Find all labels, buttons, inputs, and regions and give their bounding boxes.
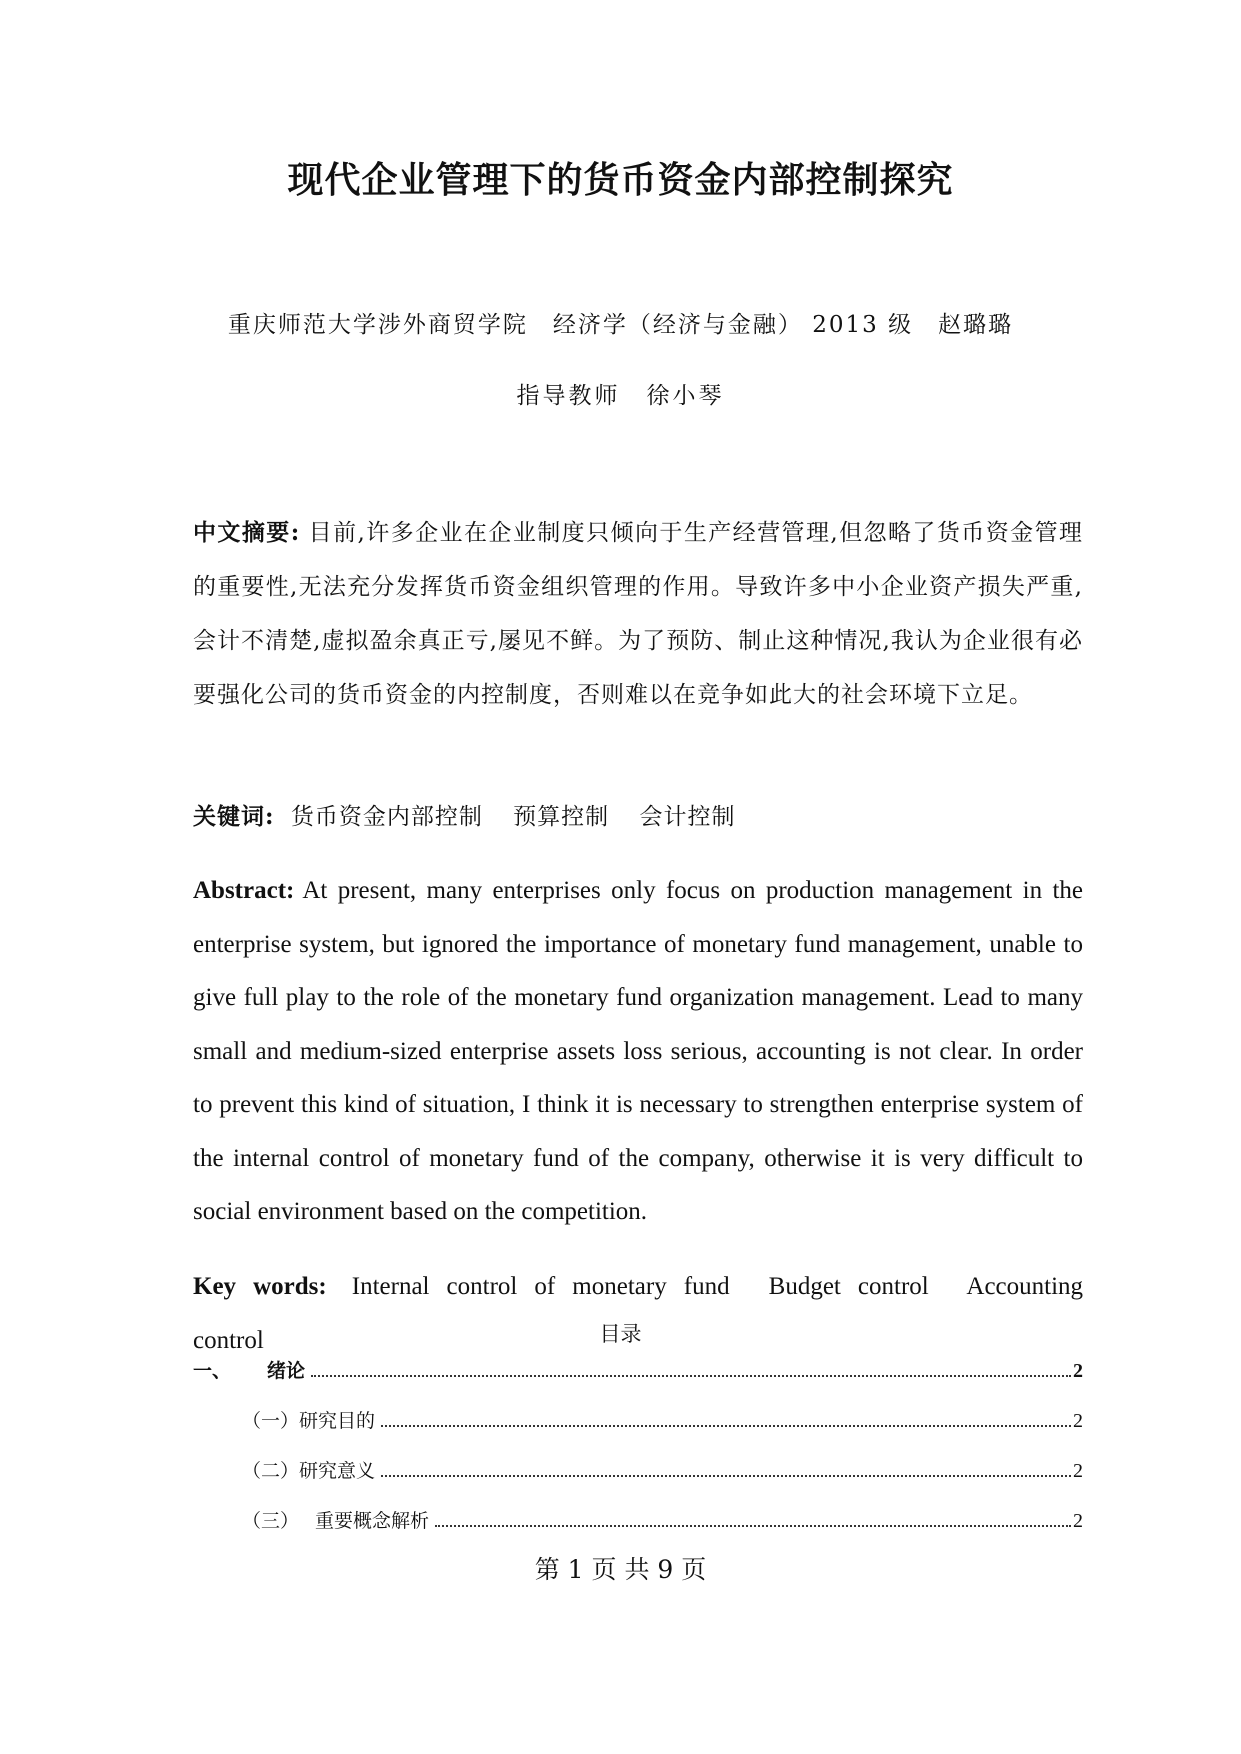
document-title: 现代企业管理下的货币资金内部控制探究 [287, 160, 954, 201]
toc-leader-dots [381, 1474, 1071, 1477]
toc-entry-page: 2 [1073, 1510, 1083, 1532]
toc-entry-label: 绪论 [267, 1360, 306, 1382]
toc-leader-dots [311, 1374, 1071, 1377]
toc-entry-page: 2 [1073, 1460, 1083, 1482]
chinese-abstract-text: 目前,许多企业在企业制度只倾向于生产经营管理,但忽略了货币资金管理的重要性,无法充分发挥货币资金组织管理的作用。导致许多中小企业资产损失严重,会计不清楚,虚拟盈余真正亏,屡见不鲜。为了预防、制止这种情况,我认为企业很有必要强化公司的货币资金的内控制度，否则难以在竞争如此大的社会环境下立足。 [193, 520, 1083, 708]
english-keywords-label: Key words: [193, 1273, 327, 1300]
chinese-keyword: 货币资金内部控制 [290, 804, 483, 830]
toc-leader-dots [381, 1424, 1071, 1427]
toc-entry-number: 一、 [193, 1360, 232, 1382]
chinese-abstract-label: 中文摘要: [193, 519, 301, 546]
chinese-abstract [193, 506, 1083, 722]
toc-entry-number: （三） [242, 1510, 300, 1532]
english-abstract-text: At present, many enterprises only focus on production management in the enterprise system, but ignored the importance of monetary fund management, unable to give full play to the role of the monetary fund organization management. Lead to many small and medium-sized enterprise assets loss serious, accounting is not clear. In order to prevent this kind of situation, I think it is necessary to strengthen enterprise system of the internal control of monetary fund of the company, otherwise it is very difficult to social environment based on the competition. [193, 877, 1083, 1225]
toc-entry[interactable] [242, 1456, 1083, 1483]
english-keyword: Internal control of monetary fund [351, 1273, 730, 1300]
toc-entry-label: 研究意义 [299, 1460, 376, 1482]
toc-leader-dots [435, 1524, 1071, 1527]
toc-entry[interactable] [242, 1506, 1083, 1533]
toc-entry-number: （一） [242, 1410, 300, 1432]
toc-title: 目录 [599, 1322, 642, 1346]
toc-entry-number: （二） [242, 1460, 300, 1482]
chinese-keywords-label: 关键词: [193, 803, 275, 830]
advisor-line: 指导教师 徐小琴 [516, 383, 725, 409]
english-abstract [193, 864, 1083, 1239]
toc-entry-label: 重要概念解析 [315, 1510, 430, 1532]
chinese-keyword: 预算控制 [513, 804, 610, 830]
author-line: 重庆师范大学涉外商贸学院 经济学（经济与金融） 2013 级 赵璐璐 [227, 312, 1014, 338]
english-keyword: Accounting control [193, 1273, 1084, 1354]
english-keywords [193, 1260, 1083, 1368]
chinese-keywords [193, 790, 1083, 844]
toc-entry-page: 2 [1073, 1360, 1083, 1382]
toc-entry[interactable] [242, 1406, 1083, 1433]
chinese-keyword: 会计控制 [639, 804, 736, 830]
english-keyword: Budget control [768, 1273, 929, 1300]
toc-entry-page: 2 [1073, 1410, 1083, 1432]
english-abstract-label: Abstract: [193, 877, 295, 904]
toc-entry[interactable] [193, 1356, 1083, 1383]
toc-entry-label: 研究目的 [299, 1410, 376, 1432]
page-footer: 第 1 页 共 9 页 [534, 1555, 707, 1584]
